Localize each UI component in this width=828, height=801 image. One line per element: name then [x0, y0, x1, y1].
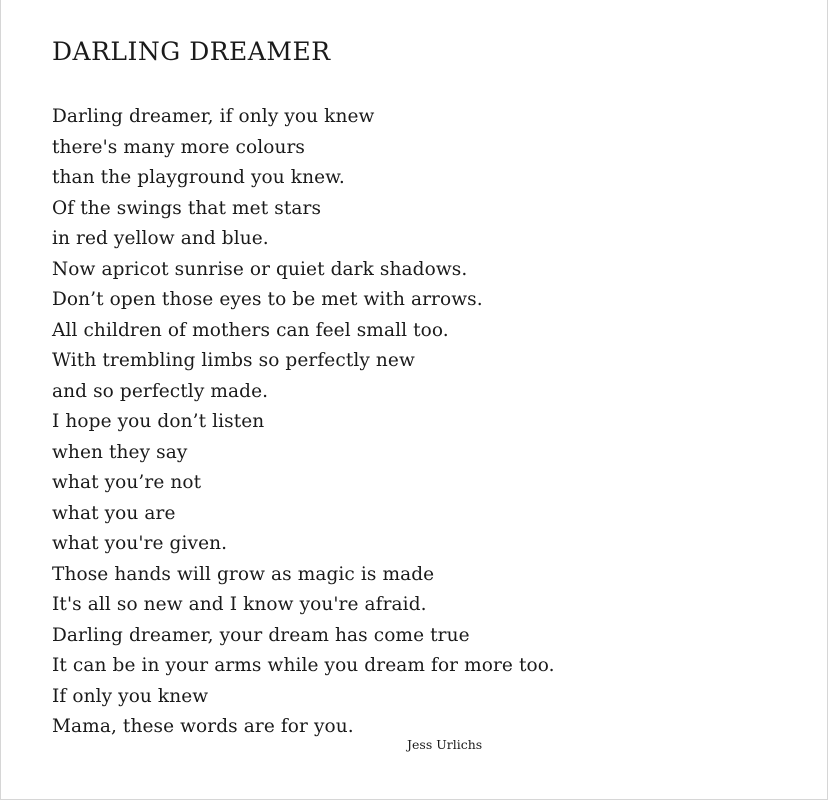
poem-line: when they say [52, 441, 188, 463]
poem-line: there's many more colours [52, 136, 306, 158]
poem-line: what you’re not [52, 472, 202, 493]
poem-line: Those hands will grow as magic is made [52, 563, 435, 585]
poem-line: Mama, these words are for you. [52, 716, 354, 737]
poem-line: what you're given. [52, 533, 228, 554]
poem-line: Don’t open those eyes to be met with arrows. [52, 289, 483, 310]
poem-body [52, 102, 555, 743]
poem-line: All children of mothers can feel small too. [52, 319, 449, 341]
poem-line: and so perfectly made. [52, 380, 269, 402]
poem-line: It can be in your arms while you dream for more too. [52, 655, 555, 676]
poem-line: Darling dreamer, if only you knew [52, 106, 375, 127]
poem-line: I hope you don’t listen [52, 411, 265, 432]
poem-line: If only you knew [52, 685, 209, 707]
poem-line: Darling dreamer, your dream has come true [52, 624, 470, 646]
poem-line: than the playground you knew. [52, 167, 345, 188]
poem-line: in red yellow and blue. [52, 228, 269, 249]
poem-line: Now apricot sunrise or quiet dark shadows. [52, 258, 468, 280]
poem-line: With trembling limbs so perfectly new [52, 350, 415, 371]
author-credit: Jess Urlichs [407, 737, 483, 752]
poem-line: Of the swings that met stars [52, 197, 322, 219]
poem-line: what you are [52, 502, 176, 524]
poem-title: DARLING DREAMER [52, 37, 331, 66]
poem-line: It's all so new and I know you're afraid. [52, 594, 427, 615]
